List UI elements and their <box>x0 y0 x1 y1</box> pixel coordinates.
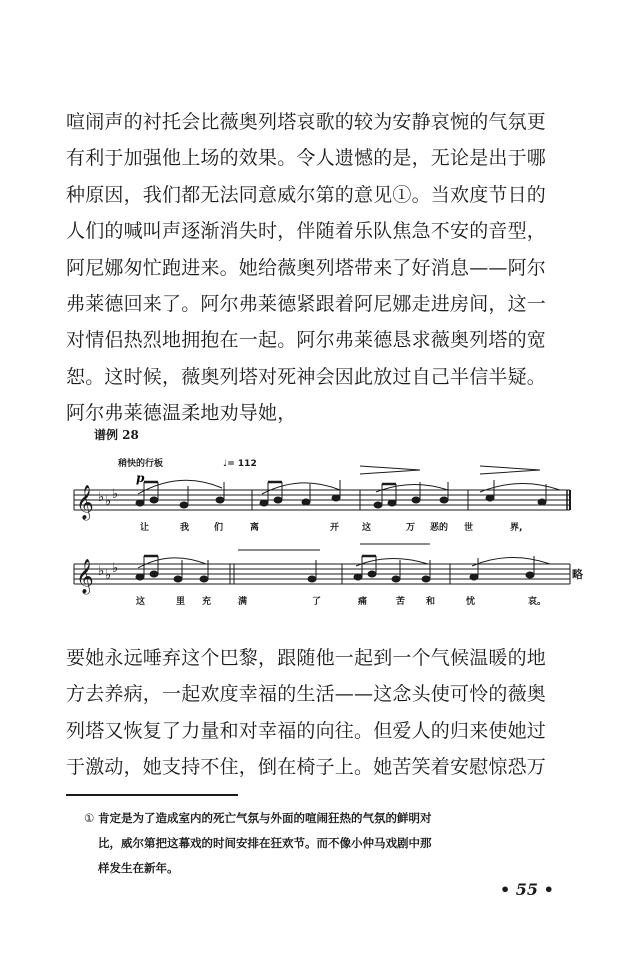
lyric-syllable: 痛 <box>358 597 368 607</box>
footnote-divider <box>66 794 238 796</box>
lyric-syllable: 离 <box>250 523 260 533</box>
body-paragraph-2 <box>66 640 576 786</box>
lyric-syllable: 我 <box>180 523 190 533</box>
svg-text:♭: ♭ <box>112 561 119 576</box>
text-line: 于激动，她支持不住，倒在椅子上。她苦笑着安慰惊恐万 <box>66 756 547 779</box>
footnote-line: 比，威尔第把这幕戏的时间安排在狂欢节。而不像小仲马戏剧中那 <box>98 836 432 850</box>
svg-text:♭: ♭ <box>98 490 105 505</box>
lyric-syllable: 世 <box>464 523 474 533</box>
lyric-syllable: 充 <box>202 597 212 607</box>
lyric-syllable: 这 <box>362 523 372 533</box>
lyric-syllable: 哀。 <box>528 597 547 607</box>
tempo-text: 稍快的行板 <box>118 459 164 469</box>
text-line: 恕。这时候，薇奥列塔对死神会因此放过自己半信半疑。 <box>66 365 547 388</box>
lyric-syllable: 苦 <box>396 597 406 607</box>
music-score <box>60 446 590 626</box>
text-line: 人们的喊叫声逐渐消失时，伴随着乐队焦急不安的音型， <box>66 220 547 243</box>
text-line: 种原因，我们都无法同意威尔第的意见①。当欢度节日的 <box>66 183 547 206</box>
dynamic-marking: p <box>136 471 145 485</box>
lyric-syllable: 这 <box>136 597 146 607</box>
svg-text:♭: ♭ <box>112 487 119 502</box>
lyric-syllable: 让 <box>140 523 150 533</box>
page-number: • 55 • <box>500 880 554 899</box>
lyric-syllable: 界, <box>510 523 523 533</box>
lyric-syllable: 开 <box>330 523 340 533</box>
lyric-syllable: 忧 <box>466 597 476 607</box>
svg-text:♭: ♭ <box>105 568 112 583</box>
staff-1 <box>74 490 570 510</box>
lyric-syllable: 了 <box>312 597 322 607</box>
text-line: 列塔又恢复了力量和对幸福的向往。但爱人的归来使她过 <box>66 719 547 742</box>
notes-line-1 <box>136 480 546 508</box>
body-paragraph-1 <box>66 104 576 432</box>
treble-clef-icon: 𝄞 <box>76 485 94 520</box>
lyric-syllable: 满 <box>238 597 248 607</box>
music-example-label: 谱例 28 <box>94 428 139 442</box>
text-line: 阿尼娜匆忙跑进来。她给薇奥列塔带来了好消息——阿尔 <box>66 256 547 279</box>
lyric-syllable: 和 <box>426 597 436 607</box>
text-line: 弗莱德回来了。阿尔弗莱德紧跟着阿尼娜走进房间，这一 <box>66 292 547 315</box>
staff-2 <box>74 564 570 584</box>
text-line: 喧闹声的衬托会比薇奥列塔哀歌的较为安静哀惋的气氛更 <box>66 111 547 133</box>
footnote-marker: ① <box>84 811 95 825</box>
text-line: 要她永远唾弃这个巴黎，跟随他一起到一个气候温暖的地 <box>66 647 547 669</box>
lyrics-line-1 <box>140 521 522 533</box>
footnote <box>84 806 578 881</box>
footnote-line: 肯定是为了造成室内的死亡气氛与外面的喧闹狂热的气氛的鲜明对 <box>98 811 432 825</box>
lyric-syllable: 恶的 <box>430 523 449 533</box>
omission-mark: 略 <box>572 568 583 581</box>
lyric-syllable: 们 <box>214 523 224 533</box>
lyric-syllable: 万 <box>406 523 416 533</box>
text-line: 对情侣热烈地拥抱在一起。阿尔弗莱德恳求薇奥列塔的宽 <box>66 329 547 352</box>
treble-clef-icon: 𝄞 <box>76 559 94 594</box>
tempo-marking <box>117 457 257 485</box>
svg-text:♭: ♭ <box>98 564 105 579</box>
svg-text:♭: ♭ <box>105 494 112 509</box>
lyrics-line-2 <box>136 595 546 607</box>
text-line: 方去养病，一起欢度幸福的生活——这念头使可怜的薇奥 <box>66 683 547 706</box>
metronome-marking: ♩= 112 <box>223 459 257 469</box>
text-line: 阿尔弗莱德温柔地劝导她， <box>66 402 297 425</box>
footnote-line: 样发生在新年。 <box>98 861 179 875</box>
text-line: 有利于加强他上场的效果。令人遗憾的是，无论是出于哪 <box>66 147 547 170</box>
lyric-syllable: 里 <box>176 597 186 607</box>
